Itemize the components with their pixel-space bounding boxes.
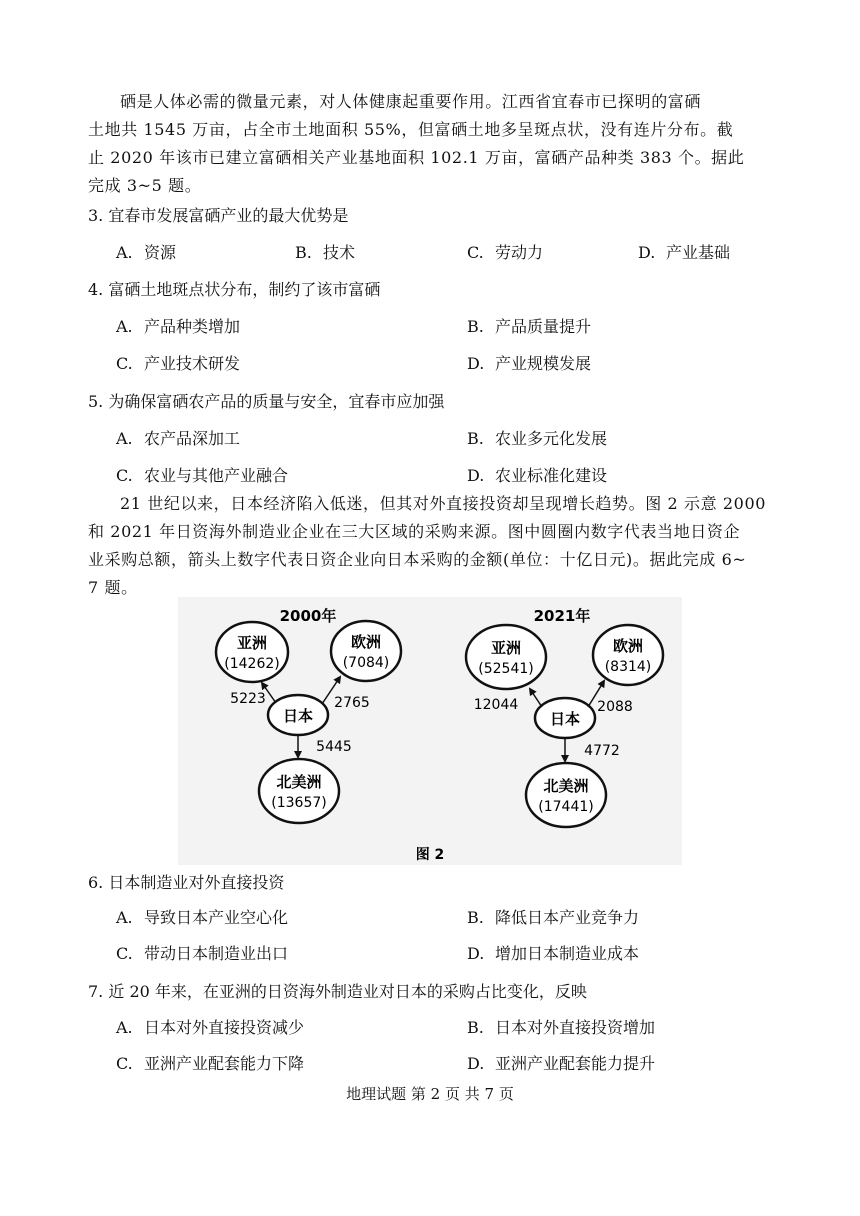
option-text: 产业规模发展 [495,354,592,373]
option-text: 劳动力 [495,243,544,262]
north-america-label: 北美洲 [543,777,589,795]
option-key: C. [116,354,133,373]
panel-2000 [216,607,401,823]
option-c[interactable] [467,241,543,265]
option-text: 农业与其他产业融合 [144,466,289,485]
option-b[interactable] [295,241,355,265]
asia-from-japan: 5223 [230,691,266,707]
procurement-diagram [178,597,682,865]
option-b[interactable] [467,1016,655,1040]
asia-node [466,625,546,689]
north-america-total: (17441) [538,799,594,815]
option-key: B. [467,317,484,336]
option-a[interactable] [116,1016,304,1040]
europe-total: (7084) [342,655,390,671]
north-america-total: (13657) [271,795,327,811]
question-stem: 3. 宜春市发展富硒产业的最大优势是 [88,206,349,225]
option-c[interactable] [116,352,240,376]
asia-label: 亚洲 [236,634,268,652]
asia-total: (14262) [224,656,280,672]
panel-year-label: 2000年 [279,607,337,625]
north-america-node [526,763,606,827]
option-text: 产品种类增加 [144,317,241,336]
option-key: A. [116,429,133,448]
option-b[interactable] [467,315,591,339]
option-b[interactable] [467,906,639,930]
option-key: D. [467,1054,485,1073]
panel-2021 [466,607,663,827]
north-america-from-japan: 5445 [316,739,352,755]
asia-from-japan: 12044 [473,697,519,713]
europe-label: 欧洲 [350,633,382,651]
option-text: 农业标准化建设 [495,466,608,485]
option-key: D. [467,466,485,485]
option-b[interactable] [467,427,607,451]
option-key: C. [116,944,133,963]
europe-node [331,621,401,681]
north-america-label: 北美洲 [276,773,322,791]
asia-label: 亚洲 [490,639,522,657]
option-text: 农产品深加工 [144,429,241,448]
passage-line: 土地共 1545 万亩，占全市土地面积 55%，但富硒土地多呈斑点状，没有连片分布。截 [88,120,734,139]
passage-line: 完成 3~5 题。 [88,176,202,195]
option-text: 产品质量提升 [495,317,592,336]
europe-total: (8314) [604,659,652,675]
passage-line: 业采购总额，箭头上数字代表日资企业向日本采购的金额(单位：十亿日元)。据此完成 6~ [88,550,747,569]
option-c[interactable] [116,942,288,966]
passage-line: 硒是人体必需的微量元素，对人体健康起重要作用。江西省宜春市已探明的富硒 [120,92,702,111]
figure-caption: 图 2 [415,847,445,863]
option-a[interactable] [116,241,176,265]
option-text: 产业基础 [666,243,731,262]
europe-label: 欧洲 [612,637,644,655]
option-c[interactable] [116,1052,304,1076]
option-text: 日本对外直接投资减少 [144,1018,305,1037]
figure-2 [178,597,682,865]
option-key: A. [116,908,133,927]
page-footer: 地理试题 第 2 页 共 7 页 [346,1085,514,1103]
europe-from-japan: 2088 [597,699,633,715]
option-text: 带动日本制造业出口 [144,944,289,963]
option-text: 技术 [323,243,356,262]
option-key: C. [116,1054,133,1073]
option-text: 导致日本产业空心化 [144,908,289,927]
north-america-node [259,759,339,823]
option-key: B. [467,429,484,448]
question-stem: 6. 日本制造业对外直接投资 [88,873,285,892]
asia-node [216,622,288,682]
question-stem: 7. 近 20 年来，在亚洲的日资海外制造业对日本的采购占比变化，反映 [88,982,587,1001]
option-key: D. [638,243,656,262]
europe-from-japan: 2765 [334,695,370,711]
option-d[interactable] [467,464,607,488]
north-america-from-japan: 4772 [584,743,620,759]
option-text: 降低日本产业竞争力 [495,908,640,927]
option-text: 农业多元化发展 [495,429,608,448]
option-text: 产业技术研发 [144,354,241,373]
question-stem: 5. 为确保富硒农产品的质量与安全，宜春市应加强 [88,392,445,411]
option-a[interactable] [116,906,288,930]
option-key: B. [467,908,484,927]
option-key: B. [467,1018,484,1037]
arrow-to-asia [530,689,542,707]
option-key: A. [116,317,133,336]
option-key: C. [116,466,133,485]
asia-total: (52541) [478,661,534,677]
passage-line: 21 世纪以来，日本经济陷入低迷，但其对外直接投资却呈现增长趋势。图 2 示意 2000 [120,494,767,513]
europe-node [593,625,663,685]
option-key: A. [116,1018,133,1037]
passage-line: 和 2021 年日资海外制造业企业在三大区域的采购来源。图中圆圈内数字代表当地日资企 [88,522,741,541]
option-text: 亚洲产业配套能力下降 [144,1054,305,1073]
option-c[interactable] [116,464,288,488]
passage-line: 7 题。 [88,578,138,597]
japan-label: 日本 [549,710,581,728]
option-key: B. [295,243,312,262]
option-text: 增加日本制造业成本 [495,944,640,963]
panel-year-label: 2021年 [533,607,591,625]
option-d[interactable] [467,942,639,966]
question-stem: 4. 富硒土地斑点状分布，制约了该市富硒 [88,280,381,299]
option-key: A. [116,243,133,262]
option-d[interactable] [467,352,591,376]
passage-line: 止 2020 年该市已建立富硒相关产业基地面积 102.1 万亩，富硒产品种类 383 个。据此 [88,148,745,167]
japan-label: 日本 [282,707,314,725]
option-d[interactable] [467,1052,655,1076]
option-a[interactable] [116,315,240,339]
option-text: 亚洲产业配套能力提升 [495,1054,656,1073]
option-key: C. [467,243,484,262]
option-text: 日本对外直接投资增加 [495,1018,656,1037]
option-text: 资源 [144,243,177,262]
option-a[interactable] [116,427,240,451]
option-key: D. [467,354,485,373]
option-d[interactable] [638,241,730,265]
option-key: D. [467,944,485,963]
